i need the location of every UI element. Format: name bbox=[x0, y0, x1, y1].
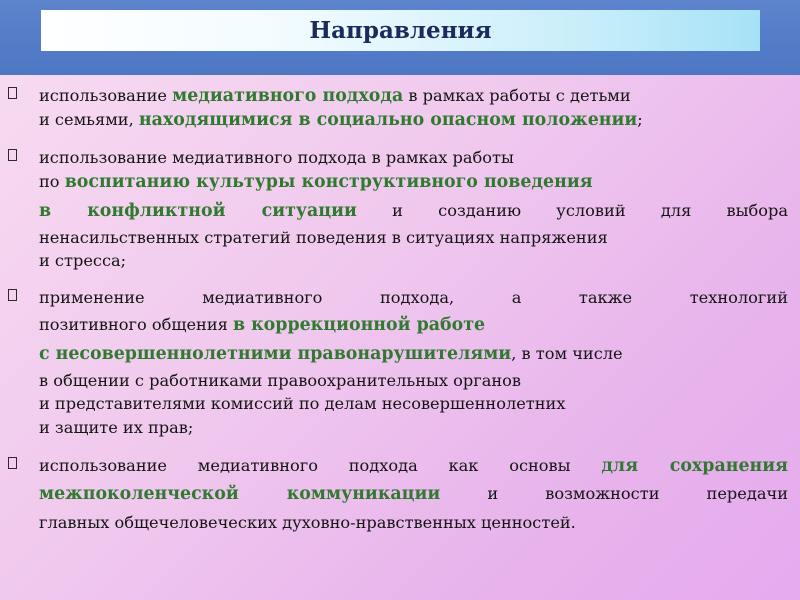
text-line bbox=[39, 343, 623, 365]
text-run: главных общечеловеческих духовно-нравственных ценностей. bbox=[39, 513, 576, 532]
bullet-square-icon bbox=[8, 87, 17, 99]
text-line bbox=[39, 109, 643, 131]
text-run: и семьями, bbox=[39, 110, 139, 129]
text-line bbox=[39, 200, 788, 222]
text-run: ; bbox=[637, 110, 643, 129]
text-line bbox=[39, 250, 126, 272]
bullet-square-icon bbox=[8, 457, 17, 469]
text-run: использование bbox=[39, 86, 173, 105]
text-run: в общении с работниками правоохранительных органов bbox=[39, 371, 522, 390]
text-line bbox=[39, 512, 576, 534]
text-run: и защите их прав; bbox=[39, 418, 194, 437]
text-run: использование медиативного подхода в рамках работы bbox=[39, 148, 514, 167]
highlighted-text: находящимися в социально опасном положении bbox=[138, 110, 638, 130]
text-line bbox=[39, 370, 521, 392]
text-line bbox=[39, 417, 193, 439]
text-run: и представителями комиссий по делам несовершеннолетних bbox=[39, 394, 566, 413]
text-line bbox=[39, 85, 631, 107]
text-run: позитивного общения bbox=[39, 315, 233, 334]
highlighted-text: в конфликтной ситуации bbox=[39, 201, 357, 221]
text-run: по bbox=[39, 172, 65, 191]
bullet-square-icon bbox=[8, 289, 17, 301]
text-run: и возможности передачи bbox=[440, 484, 788, 503]
header-band bbox=[0, 0, 800, 75]
highlighted-text: межпоколенческой коммуникации bbox=[39, 484, 441, 504]
highlighted-text: воспитанию культуры конструктивного поведения bbox=[64, 172, 593, 192]
highlighted-text: с несовершеннолетними правонарушителями bbox=[39, 344, 512, 364]
slide-title: Направления bbox=[309, 17, 492, 44]
highlighted-text: в коррекционной работе bbox=[232, 315, 486, 335]
text-line bbox=[39, 455, 788, 477]
text-run: и стресса; bbox=[39, 251, 127, 270]
text-line bbox=[39, 171, 593, 193]
text-line bbox=[39, 483, 788, 505]
bullet-square-icon bbox=[8, 149, 17, 161]
text-run: использование медиативного подхода как основы bbox=[39, 456, 602, 475]
text-line bbox=[39, 147, 514, 169]
text-run: , в том числе bbox=[511, 344, 623, 363]
text-line bbox=[39, 227, 608, 249]
highlighted-text: для сохранения bbox=[601, 456, 788, 476]
text-line bbox=[39, 314, 485, 336]
highlighted-text: медиативного подхода bbox=[172, 86, 404, 106]
text-line bbox=[39, 287, 788, 309]
text-run: и созданию условий для выбора bbox=[356, 201, 788, 220]
text-line bbox=[39, 393, 565, 415]
title-box bbox=[41, 10, 760, 51]
text-run: применение медиативного подхода, а также технологий bbox=[39, 288, 788, 307]
text-run: ненасильственных стратегий поведения в ситуациях напряжения bbox=[39, 228, 608, 247]
text-run: в рамках работы с детьми bbox=[403, 86, 631, 105]
